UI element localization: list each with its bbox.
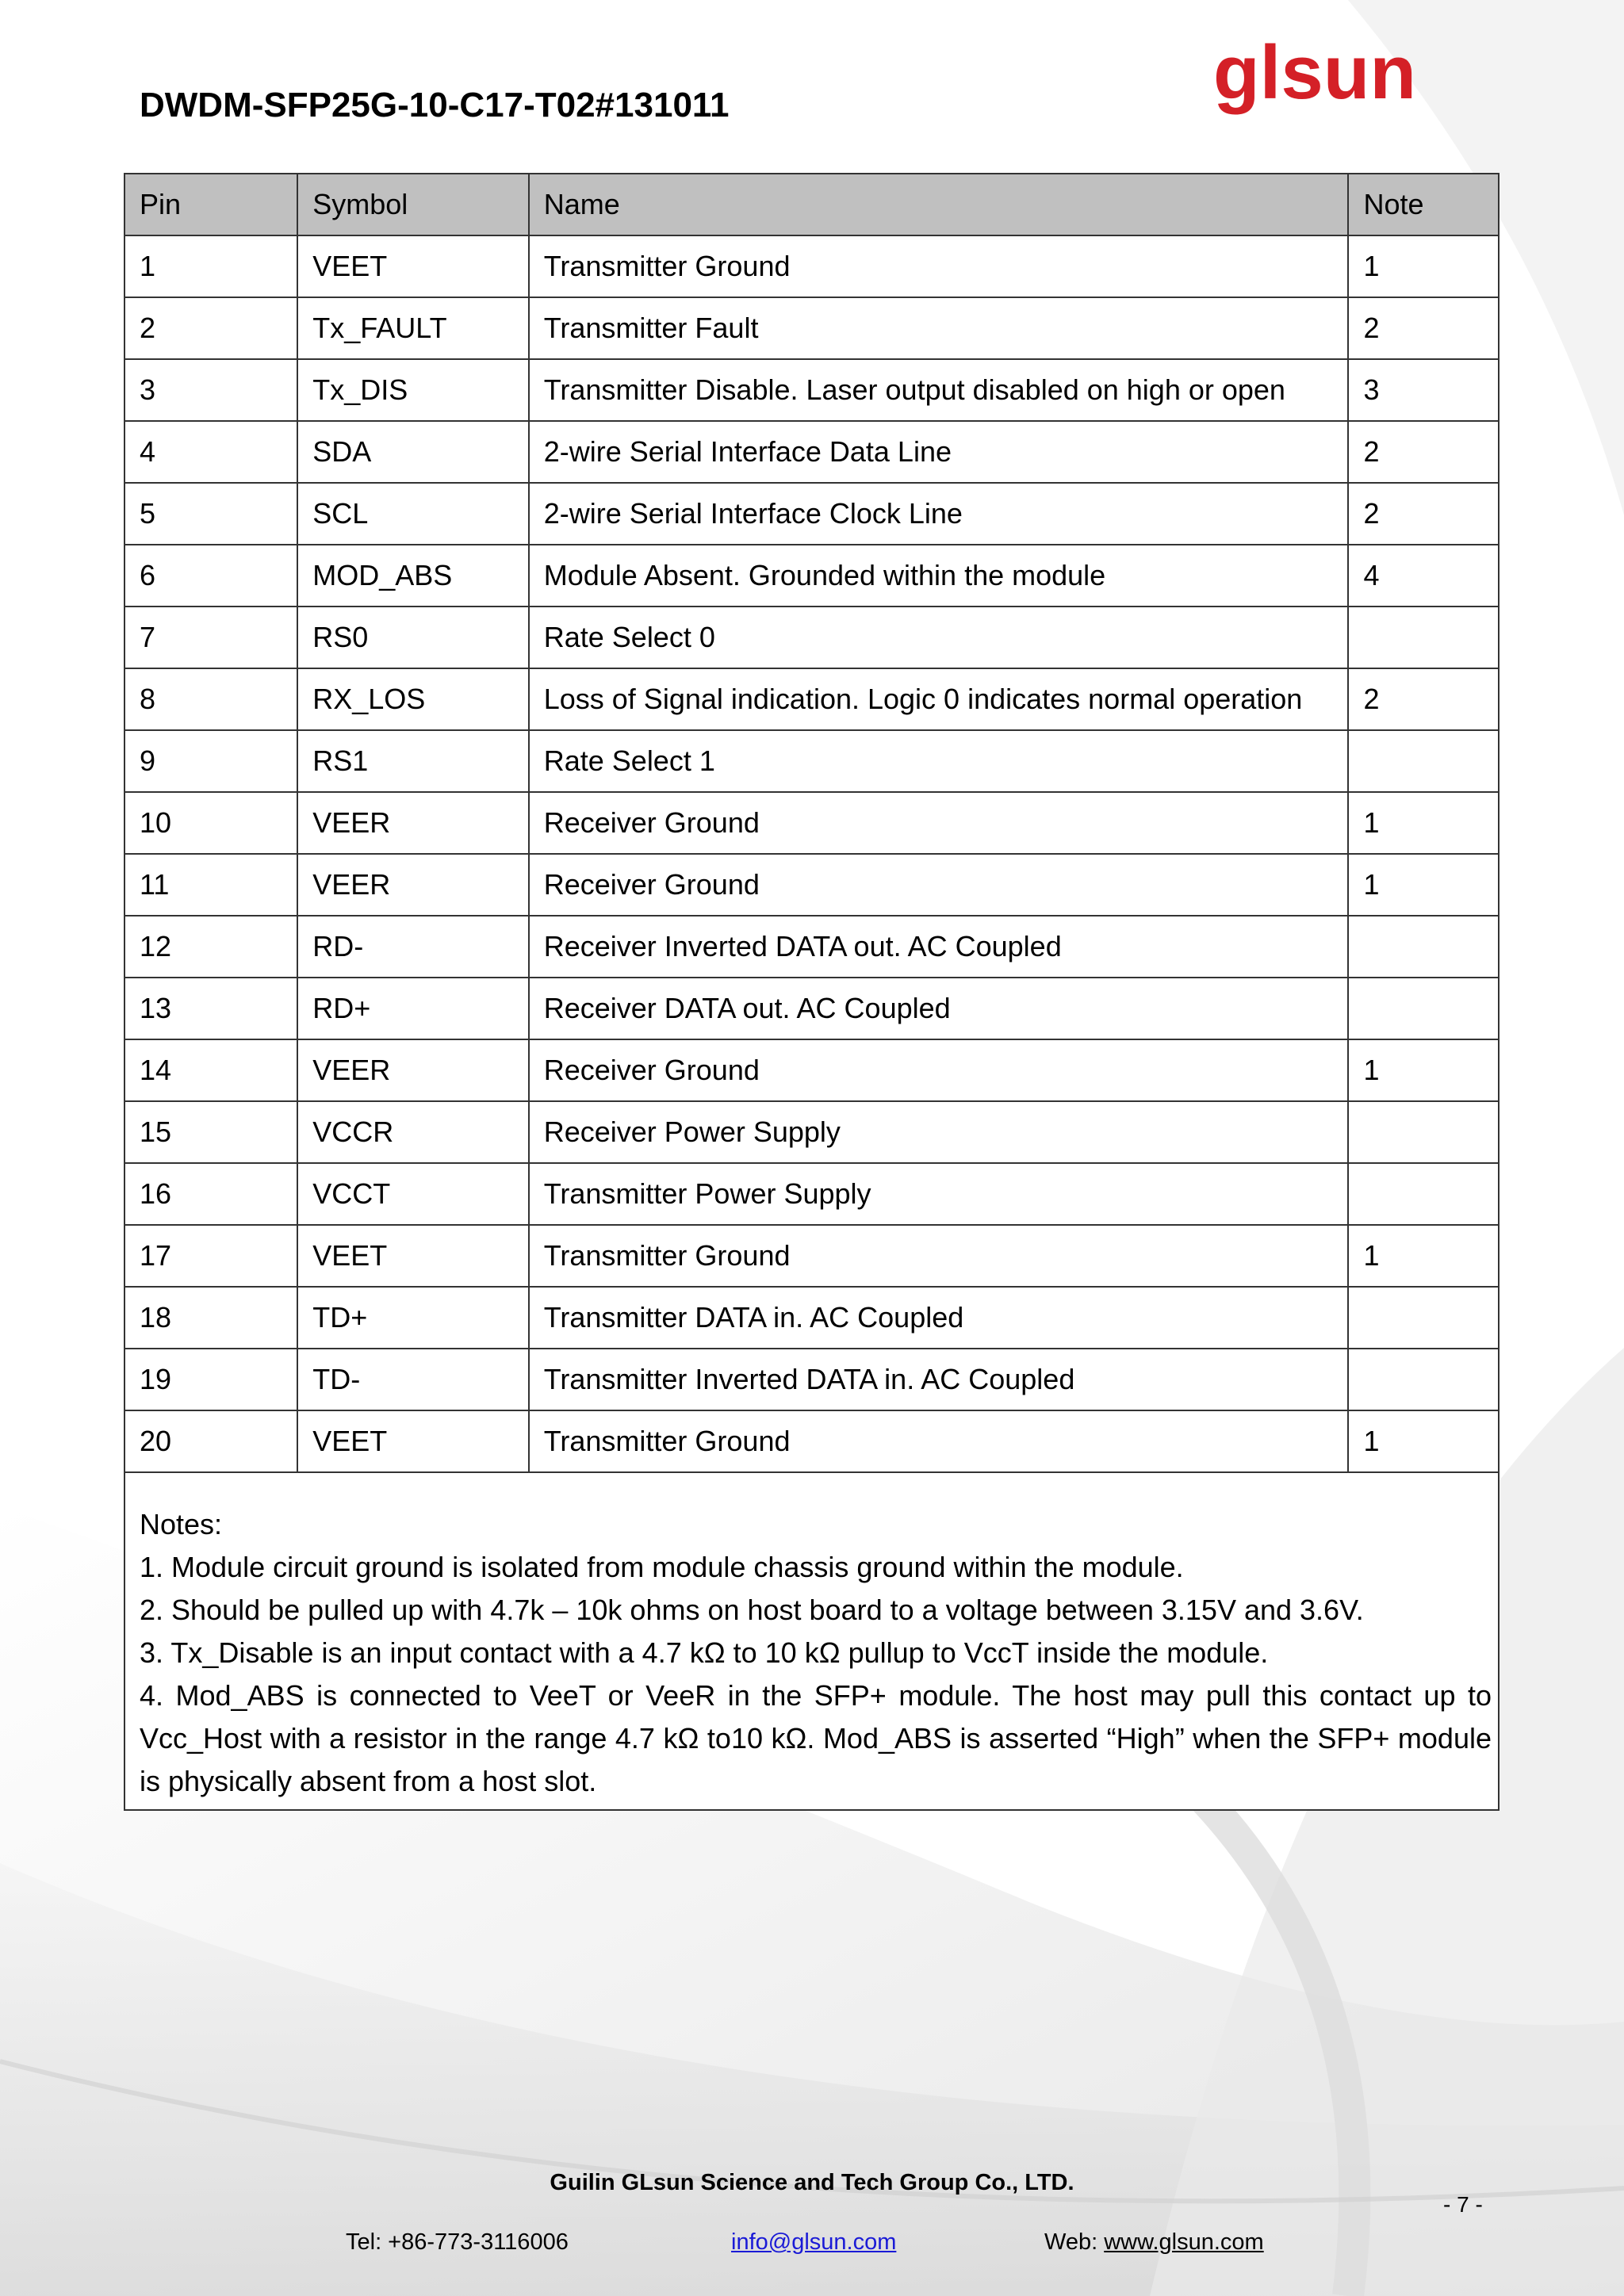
cell-name: Receiver Power Supply bbox=[529, 1101, 1349, 1163]
cell-name: Receiver DATA out. AC Coupled bbox=[529, 978, 1349, 1039]
column-header-note: Note bbox=[1348, 174, 1499, 235]
cell-pin: 4 bbox=[124, 421, 297, 483]
notes-heading: Notes: bbox=[140, 1508, 223, 1540]
cell-symbol: VEET bbox=[297, 1225, 529, 1287]
cell-note: 4 bbox=[1348, 545, 1499, 607]
cell-symbol: VCCT bbox=[297, 1163, 529, 1225]
cell-note: 1 bbox=[1348, 235, 1499, 297]
table-row bbox=[124, 1225, 1499, 1287]
footer-tel: Tel: +86-773-3116006 bbox=[346, 2229, 569, 2255]
table-row bbox=[124, 297, 1499, 359]
note-item: 3. Tx_Disable is an input contact with a 4.7 kΩ to 10 kΩ pullup to VccT inside the module. bbox=[140, 1636, 1269, 1669]
cell-pin: 15 bbox=[124, 1101, 297, 1163]
cell-note: 1 bbox=[1348, 1225, 1499, 1287]
cell-symbol: VEET bbox=[297, 235, 529, 297]
cell-symbol: VEET bbox=[297, 1410, 529, 1472]
cell-symbol: Tx_DIS bbox=[297, 359, 529, 421]
table-row bbox=[124, 235, 1499, 297]
column-header-name: Name bbox=[529, 174, 1349, 235]
cell-name: Receiver Ground bbox=[529, 854, 1349, 916]
cell-symbol: VCCR bbox=[297, 1101, 529, 1163]
cell-note: 1 bbox=[1348, 1039, 1499, 1101]
cell-pin: 7 bbox=[124, 607, 297, 668]
table-row bbox=[124, 1101, 1499, 1163]
notes-row bbox=[124, 1472, 1499, 1810]
cell-pin: 19 bbox=[124, 1349, 297, 1410]
table-row bbox=[124, 792, 1499, 854]
cell-symbol: Tx_FAULT bbox=[297, 297, 529, 359]
cell-name: 2-wire Serial Interface Clock Line bbox=[529, 483, 1349, 545]
cell-note bbox=[1348, 916, 1499, 978]
table-row bbox=[124, 668, 1499, 730]
cell-note: 2 bbox=[1348, 297, 1499, 359]
cell-symbol: TD- bbox=[297, 1349, 529, 1410]
cell-name: Transmitter Ground bbox=[529, 235, 1349, 297]
footer-web-label: Web: bbox=[1044, 2229, 1105, 2255]
cell-pin: 12 bbox=[124, 916, 297, 978]
cell-pin: 18 bbox=[124, 1287, 297, 1349]
cell-note: 1 bbox=[1348, 792, 1499, 854]
cell-pin: 6 bbox=[124, 545, 297, 607]
cell-symbol: SCL bbox=[297, 483, 529, 545]
cell-pin: 14 bbox=[124, 1039, 297, 1101]
cell-note: 1 bbox=[1348, 854, 1499, 916]
cell-pin: 10 bbox=[124, 792, 297, 854]
cell-pin: 8 bbox=[124, 668, 297, 730]
cell-name: Transmitter Disable. Laser output disabled on high or open bbox=[529, 359, 1349, 421]
cell-note bbox=[1348, 1349, 1499, 1410]
cell-pin: 3 bbox=[124, 359, 297, 421]
table-row bbox=[124, 978, 1499, 1039]
cell-symbol: RD- bbox=[297, 916, 529, 978]
cell-pin: 5 bbox=[124, 483, 297, 545]
cell-pin: 1 bbox=[124, 235, 297, 297]
table-row bbox=[124, 1287, 1499, 1349]
cell-symbol: RX_LOS bbox=[297, 668, 529, 730]
note-item: 1. Module circuit ground is isolated from module chassis ground within the module. bbox=[140, 1551, 1184, 1583]
table-row bbox=[124, 1039, 1499, 1101]
footer-email-link[interactable]: info@glsun.com bbox=[731, 2229, 897, 2255]
cell-note bbox=[1348, 1163, 1499, 1225]
cell-name: Loss of Signal indication. Logic 0 indicates normal operation bbox=[529, 668, 1349, 730]
cell-note bbox=[1348, 607, 1499, 668]
cell-pin: 20 bbox=[124, 1410, 297, 1472]
footer-web-link[interactable]: www.glsun.com bbox=[1104, 2229, 1264, 2255]
cell-name: Transmitter Inverted DATA in. AC Coupled bbox=[529, 1349, 1349, 1410]
cell-note bbox=[1348, 730, 1499, 792]
table-row bbox=[124, 916, 1499, 978]
column-header-symbol: Symbol bbox=[297, 174, 529, 235]
cell-note: 2 bbox=[1348, 483, 1499, 545]
cell-note bbox=[1348, 1287, 1499, 1349]
cell-symbol: VEER bbox=[297, 792, 529, 854]
note-item: 4. Mod_ABS is connected to VeeT or VeeR in the SFP+ module. The host may pull this contact up to Vcc_Host with a resistor in the range 4.7 kΩ to10 kΩ. Mod_ABS is asserted “High” when the SFP+ module is physically absent from a host slot. bbox=[140, 1679, 1492, 1797]
cell-symbol: RS1 bbox=[297, 730, 529, 792]
cell-pin: 17 bbox=[124, 1225, 297, 1287]
table-row bbox=[124, 1163, 1499, 1225]
cell-name: Transmitter Ground bbox=[529, 1225, 1349, 1287]
cell-note: 2 bbox=[1348, 421, 1499, 483]
cell-pin: 9 bbox=[124, 730, 297, 792]
cell-name: Transmitter Ground bbox=[529, 1410, 1349, 1472]
table-header-row bbox=[124, 174, 1499, 235]
cell-name: Receiver Ground bbox=[529, 1039, 1349, 1101]
cell-pin: 16 bbox=[124, 1163, 297, 1225]
cell-note bbox=[1348, 1101, 1499, 1163]
column-header-pin: Pin bbox=[124, 174, 297, 235]
note-item: 2. Should be pulled up with 4.7k – 10k ohms on host board to a voltage between 3.15V and 3.6V. bbox=[140, 1594, 1364, 1626]
table-row bbox=[124, 359, 1499, 421]
cell-pin: 11 bbox=[124, 854, 297, 916]
table-row bbox=[124, 1349, 1499, 1410]
cell-symbol: VEER bbox=[297, 1039, 529, 1101]
cell-name: Transmitter DATA in. AC Coupled bbox=[529, 1287, 1349, 1349]
cell-name: Rate Select 0 bbox=[529, 607, 1349, 668]
cell-symbol: SDA bbox=[297, 421, 529, 483]
table-row bbox=[124, 1410, 1499, 1472]
cell-name: Transmitter Power Supply bbox=[529, 1163, 1349, 1225]
cell-name: Rate Select 1 bbox=[529, 730, 1349, 792]
cell-name: 2-wire Serial Interface Data Line bbox=[529, 421, 1349, 483]
cell-pin: 13 bbox=[124, 978, 297, 1039]
table-row bbox=[124, 421, 1499, 483]
cell-symbol: MOD_ABS bbox=[297, 545, 529, 607]
cell-symbol: TD+ bbox=[297, 1287, 529, 1349]
table-row bbox=[124, 607, 1499, 668]
footer-company-name: Guilin GLsun Science and Tech Group Co., LTD. bbox=[550, 2170, 1074, 2195]
cell-note bbox=[1348, 978, 1499, 1039]
cell-symbol: RD+ bbox=[297, 978, 529, 1039]
table-row bbox=[124, 545, 1499, 607]
cell-note: 1 bbox=[1348, 1410, 1499, 1472]
table-row bbox=[124, 730, 1499, 792]
cell-name: Receiver Inverted DATA out. AC Coupled bbox=[529, 916, 1349, 978]
table-row bbox=[124, 854, 1499, 916]
cell-name: Receiver Ground bbox=[529, 792, 1349, 854]
notes-cell bbox=[124, 1472, 1499, 1810]
cell-symbol: VEER bbox=[297, 854, 529, 916]
table-row bbox=[124, 483, 1499, 545]
page-number: - 7 - bbox=[1443, 2192, 1483, 2217]
pin-assignment-table bbox=[124, 173, 1500, 1811]
cell-note: 2 bbox=[1348, 668, 1499, 730]
cell-name: Transmitter Fault bbox=[529, 297, 1349, 359]
cell-pin: 2 bbox=[124, 297, 297, 359]
cell-symbol: RS0 bbox=[297, 607, 529, 668]
footer-web bbox=[1044, 2229, 1264, 2256]
cell-note: 3 bbox=[1348, 359, 1499, 421]
cell-name: Module Absent. Grounded within the module bbox=[529, 545, 1349, 607]
svg-text:glsun: glsun bbox=[1213, 41, 1416, 115]
glsun-logo bbox=[1213, 41, 1419, 121]
document-title: DWDM-SFP25G-10-C17-T02#131011 bbox=[140, 86, 730, 124]
